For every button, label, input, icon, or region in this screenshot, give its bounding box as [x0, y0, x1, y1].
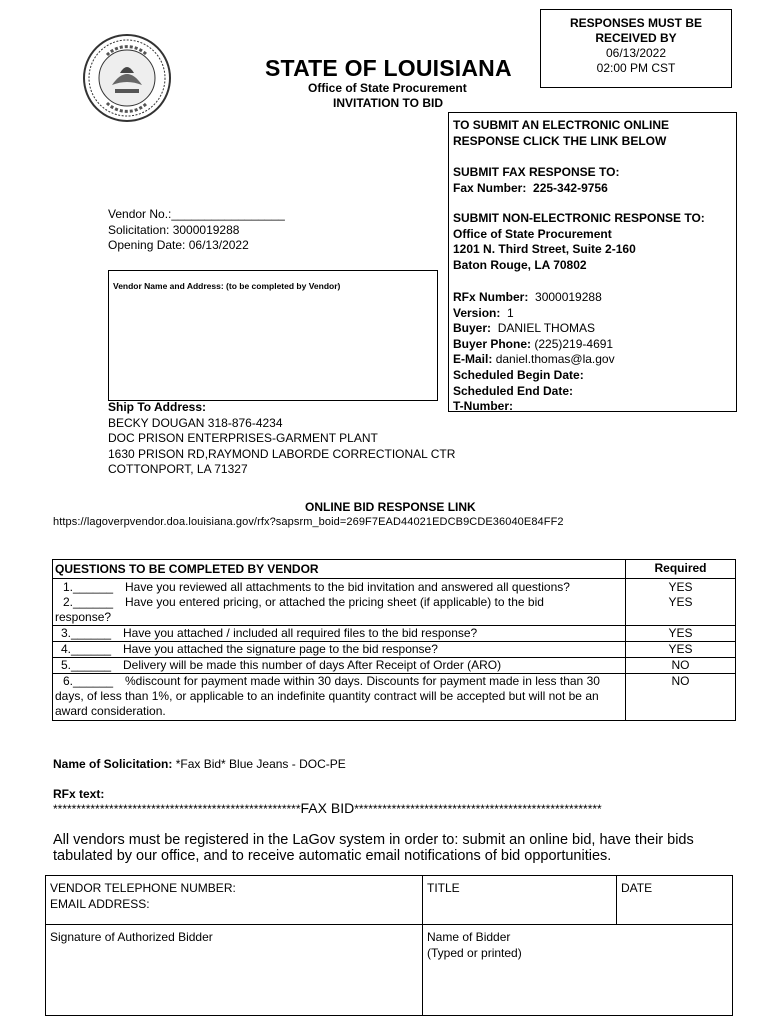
bidder-name-cell[interactable] [423, 925, 733, 1016]
online-bid-heading: ONLINE BID RESPONSE LINK [305, 500, 476, 514]
question-number[interactable]: 5.______ [61, 658, 112, 672]
solicitation-label: Name of Solicitation: [53, 757, 173, 771]
email-address-label: EMAIL ADDRESS: [50, 897, 150, 911]
question-text: Delivery will be made this number of days After Receipt of Order (ARO) [123, 658, 502, 672]
nonelec-heading: SUBMIT NON-ELECTRONIC RESPONSE TO: [453, 211, 705, 225]
version-value: 1 [507, 305, 514, 320]
buyer-value: DANIEL THOMAS [497, 321, 596, 336]
question-text: %discount for payment made within 30 days. Discounts for payment made in less than 30 [125, 674, 600, 688]
begin-date-label: Scheduled Begin Date: [453, 367, 584, 382]
title-label: TITLE [427, 881, 460, 895]
registration-notice [53, 832, 694, 864]
t-number-label: T-Number: [453, 399, 513, 414]
table-row [53, 579, 736, 721]
buyer-label: Buyer: [453, 321, 492, 336]
ship-line2: DOC PRISON ENTERPRISES-GARMENT PLANT [108, 431, 378, 446]
required-value: YES [668, 595, 693, 609]
ship-line4: COTTONPORT, LA 71327 [108, 462, 248, 477]
end-date-label: Scheduled End Date: [453, 383, 574, 398]
response-deadline-box [540, 9, 732, 88]
office-name: Office of State Procurement [308, 81, 467, 95]
invitation-heading: INVITATION TO BID [333, 96, 443, 110]
signature-table [45, 875, 733, 1016]
electronic-instructions [453, 118, 669, 149]
required-header: Required [626, 560, 736, 579]
email-label: E-Mail: [453, 352, 493, 367]
solicitation-number: Solicitation: 3000019288 [108, 222, 240, 237]
state-seal-logo [82, 33, 172, 123]
electronic-line1: TO SUBMIT AN ELECTRONIC ONLINE [453, 118, 669, 132]
fax-number: 225-342-9756 [533, 180, 608, 195]
question-number[interactable]: 4.______ [61, 642, 112, 656]
electronic-line2: RESPONSE CLICK THE LINK BELOW [453, 133, 667, 148]
address-line3: Baton Rouge, LA 70802 [453, 257, 587, 272]
fax-heading: SUBMIT FAX RESPONSE TO: [453, 165, 620, 179]
required-value: YES [626, 642, 735, 658]
table-row [46, 876, 733, 925]
question-number[interactable]: 2.______ [63, 595, 114, 609]
bidder-name-label: Name of Bidder [427, 930, 511, 944]
questions-table [52, 559, 736, 721]
title-cell[interactable] [423, 876, 617, 925]
rfx-number-value: 3000019288 [535, 290, 602, 304]
registration-line1: All vendors must be registered in the LaGov system in order to: submit an online bid, have their bids [53, 832, 694, 848]
vendor-box-label: Vendor Name and Address: (to be completed by Vendor) [113, 281, 341, 291]
buyer-phone-value: (225)219-4691 [534, 336, 614, 351]
signature-cell[interactable] [46, 925, 423, 1016]
email-value[interactable]: daniel.thomas@la.gov [495, 352, 615, 367]
version-label: Version: [453, 305, 501, 320]
fax-number-line [453, 181, 619, 197]
rfx-text-value [53, 800, 602, 816]
rfx-number-label: RFx Number: [453, 290, 529, 304]
vendor-number-field[interactable]: Vendor No.:_________________ [108, 207, 285, 221]
required-value: NO [626, 658, 735, 674]
required-value: NO [671, 674, 690, 688]
vendor-info [108, 207, 285, 254]
question-text: Have you attached / included all required files to the bid response? [123, 626, 478, 640]
question-number[interactable]: 1.______ [63, 580, 114, 594]
ship-line3: 1630 PRISON RD,RAYMOND LABORDE CORRECTIONAL CTR [108, 446, 456, 461]
deadline-line1: RESPONSES MUST BE [569, 16, 703, 30]
opening-date: Opening Date: 06/13/2022 [108, 238, 249, 252]
address-line1: Office of State Procurement [453, 226, 612, 241]
rfx-details [453, 290, 615, 415]
question-number[interactable]: 3.______ [61, 626, 112, 640]
question-text-cont: days, of less than 1%, or applicable to an indefinite quantity contract will be accepted but will not be an [55, 689, 599, 703]
question-text-cont: response? [55, 610, 112, 624]
deadline-time: 02:00 PM CST [596, 61, 676, 75]
date-cell[interactable] [617, 876, 733, 925]
table-header-row [53, 560, 736, 579]
question-cell [53, 579, 626, 721]
stars-right: ***************************************************** [354, 802, 602, 816]
date-label: DATE [621, 881, 653, 895]
phone-email-cell[interactable] [46, 876, 423, 925]
ship-heading: Ship To Address: [108, 400, 207, 414]
question-text: Have you entered pricing, or attached the pricing sheet (if applicable) to the bid [125, 595, 544, 609]
required-value: YES [668, 580, 693, 594]
question-text: Have you reviewed all attachments to the bid invitation and answered all questions? [125, 580, 570, 594]
question-text: Have you attached the signature page to the bid response? [123, 642, 438, 656]
table-row [46, 925, 733, 1016]
signature-label: Signature of Authorized Bidder [50, 930, 213, 944]
nonelectronic-instructions [453, 211, 705, 273]
ship-line1: BECKY DOUGAN 318-876-4234 [108, 415, 283, 430]
fax-label: Fax Number: [453, 180, 527, 195]
questions-header: QUESTIONS TO BE COMPLETED BY VENDOR [53, 560, 626, 579]
address-line2: 1201 N. Third Street, Suite 2-160 [453, 242, 636, 257]
bidder-name-sub: (Typed or printed) [427, 946, 522, 960]
registration-line2: tabulated by our office, and to receive automatic email notifications of bid opportunities. [53, 848, 612, 864]
deadline-line2: RECEIVED BY [595, 31, 677, 45]
deadline-date: 06/13/2022 [605, 46, 667, 60]
question-number[interactable]: 6.______ [63, 674, 114, 688]
solicitation-value: *Fax Bid* Blue Jeans - DOC-PE [175, 757, 346, 771]
phone-label: VENDOR TELEPHONE NUMBER: [50, 881, 236, 895]
fax-instructions [453, 165, 619, 196]
vendor-name-address-box[interactable] [108, 270, 438, 401]
stars-left: ***************************************************** [53, 802, 301, 816]
buyer-phone-label: Buyer Phone: [453, 336, 532, 351]
ship-to-address [108, 400, 455, 478]
submission-info-box [448, 112, 737, 412]
required-value: YES [626, 626, 735, 642]
fax-bid-text: FAX BID [300, 800, 355, 816]
rfx-text-label: RFx text: [53, 787, 105, 801]
page-title: STATE OF LOUISIANA [265, 55, 512, 81]
question-text-cont: award consideration. [55, 704, 166, 718]
solicitation-name [53, 757, 346, 771]
question-continuation [53, 610, 625, 626]
online-bid-link[interactable]: https://lagoverpvendor.doa.louisiana.gov/rfx?sapsrm_boid=269F7EAD44021EDCB9CDE36040E84FF2 [53, 516, 564, 528]
required-cell [626, 579, 736, 721]
